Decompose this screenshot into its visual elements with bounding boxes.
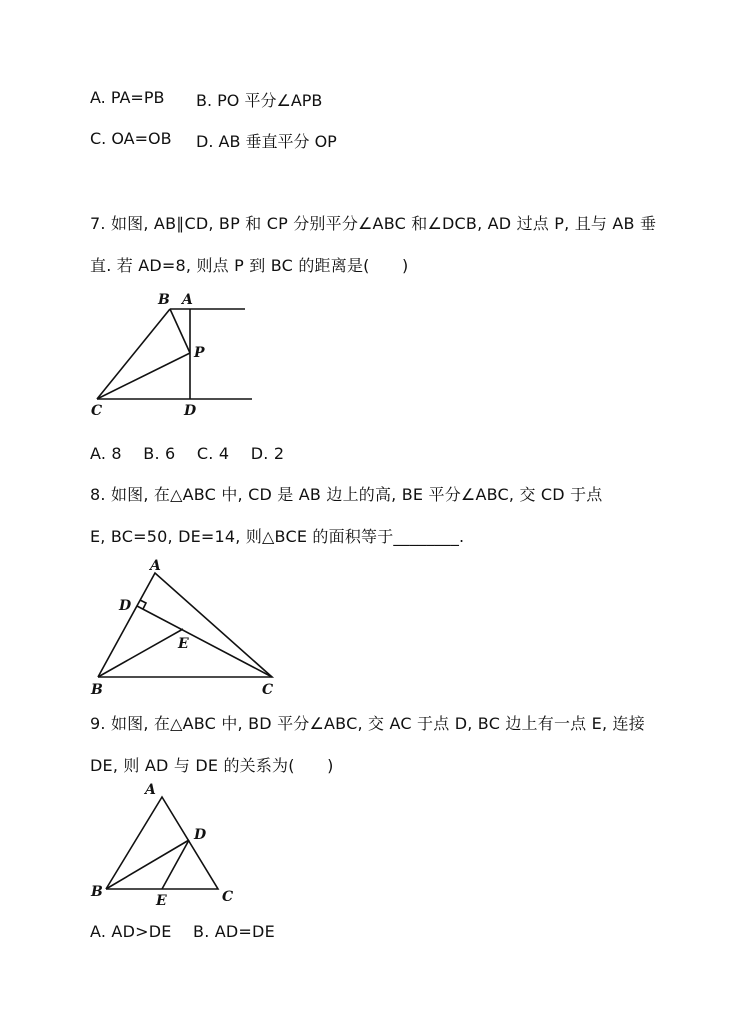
q8-label-d: D bbox=[119, 598, 132, 614]
q9-label-d: D bbox=[194, 827, 207, 843]
q7-label-c: C bbox=[91, 403, 103, 419]
q9-label-a: A bbox=[145, 782, 156, 798]
q8-label-c: C bbox=[262, 682, 274, 698]
q6-option-a: A. PA=PB bbox=[90, 88, 165, 107]
q6-option-d: D. AB 垂直平分 OP bbox=[196, 132, 337, 151]
q7-label-p: P bbox=[194, 345, 205, 361]
q7-label-a: A bbox=[182, 292, 193, 308]
q9-label-c: C bbox=[222, 889, 234, 905]
q8-label-a: A bbox=[150, 558, 161, 574]
q7-label-d: D bbox=[184, 403, 197, 419]
q7-options: A. 8 B. 6 C. 4 D. 2 bbox=[90, 444, 285, 463]
q6-option-b: B. PO 平分∠APB bbox=[196, 91, 323, 110]
q7-text-line2: 直. 若 AD=8, 则点 P 到 BC 的距离是( ) bbox=[90, 256, 409, 275]
q9-line-bd bbox=[106, 840, 189, 889]
q9-text-line1: 9. 如图, 在△ABC 中, BD 平分∠ABC, 交 AC 于点 D, BC 边上有一点 E, 连接 bbox=[90, 714, 645, 733]
q8-text-line2: E, BC=50, DE=14, 则△BCE 的面积等于________. bbox=[90, 527, 465, 546]
q8-label-b: B bbox=[91, 682, 103, 698]
q9-label-b: B bbox=[91, 884, 103, 900]
q9-label-e: E bbox=[156, 893, 167, 909]
q7-text-line1: 7. 如图, AB∥CD, BP 和 CP 分别平分∠ABC 和∠DCB, AD 过点 P, 且与 AB 垂 bbox=[90, 214, 657, 233]
q9-options: A. AD>DE B. AD=DE bbox=[90, 922, 275, 941]
q7-label-b: B bbox=[158, 292, 170, 308]
q9-triangle-abc bbox=[106, 797, 218, 889]
q9-text-line2: DE, 则 AD 与 DE 的关系为( ) bbox=[90, 756, 334, 775]
q8-label-e: E bbox=[178, 636, 189, 652]
q8-text-line1: 8. 如图, 在△ABC 中, CD 是 AB 边上的高, BE 平分∠ABC, 交 CD 于点 bbox=[90, 485, 603, 504]
q6-option-c: C. OA=OB bbox=[90, 129, 172, 148]
